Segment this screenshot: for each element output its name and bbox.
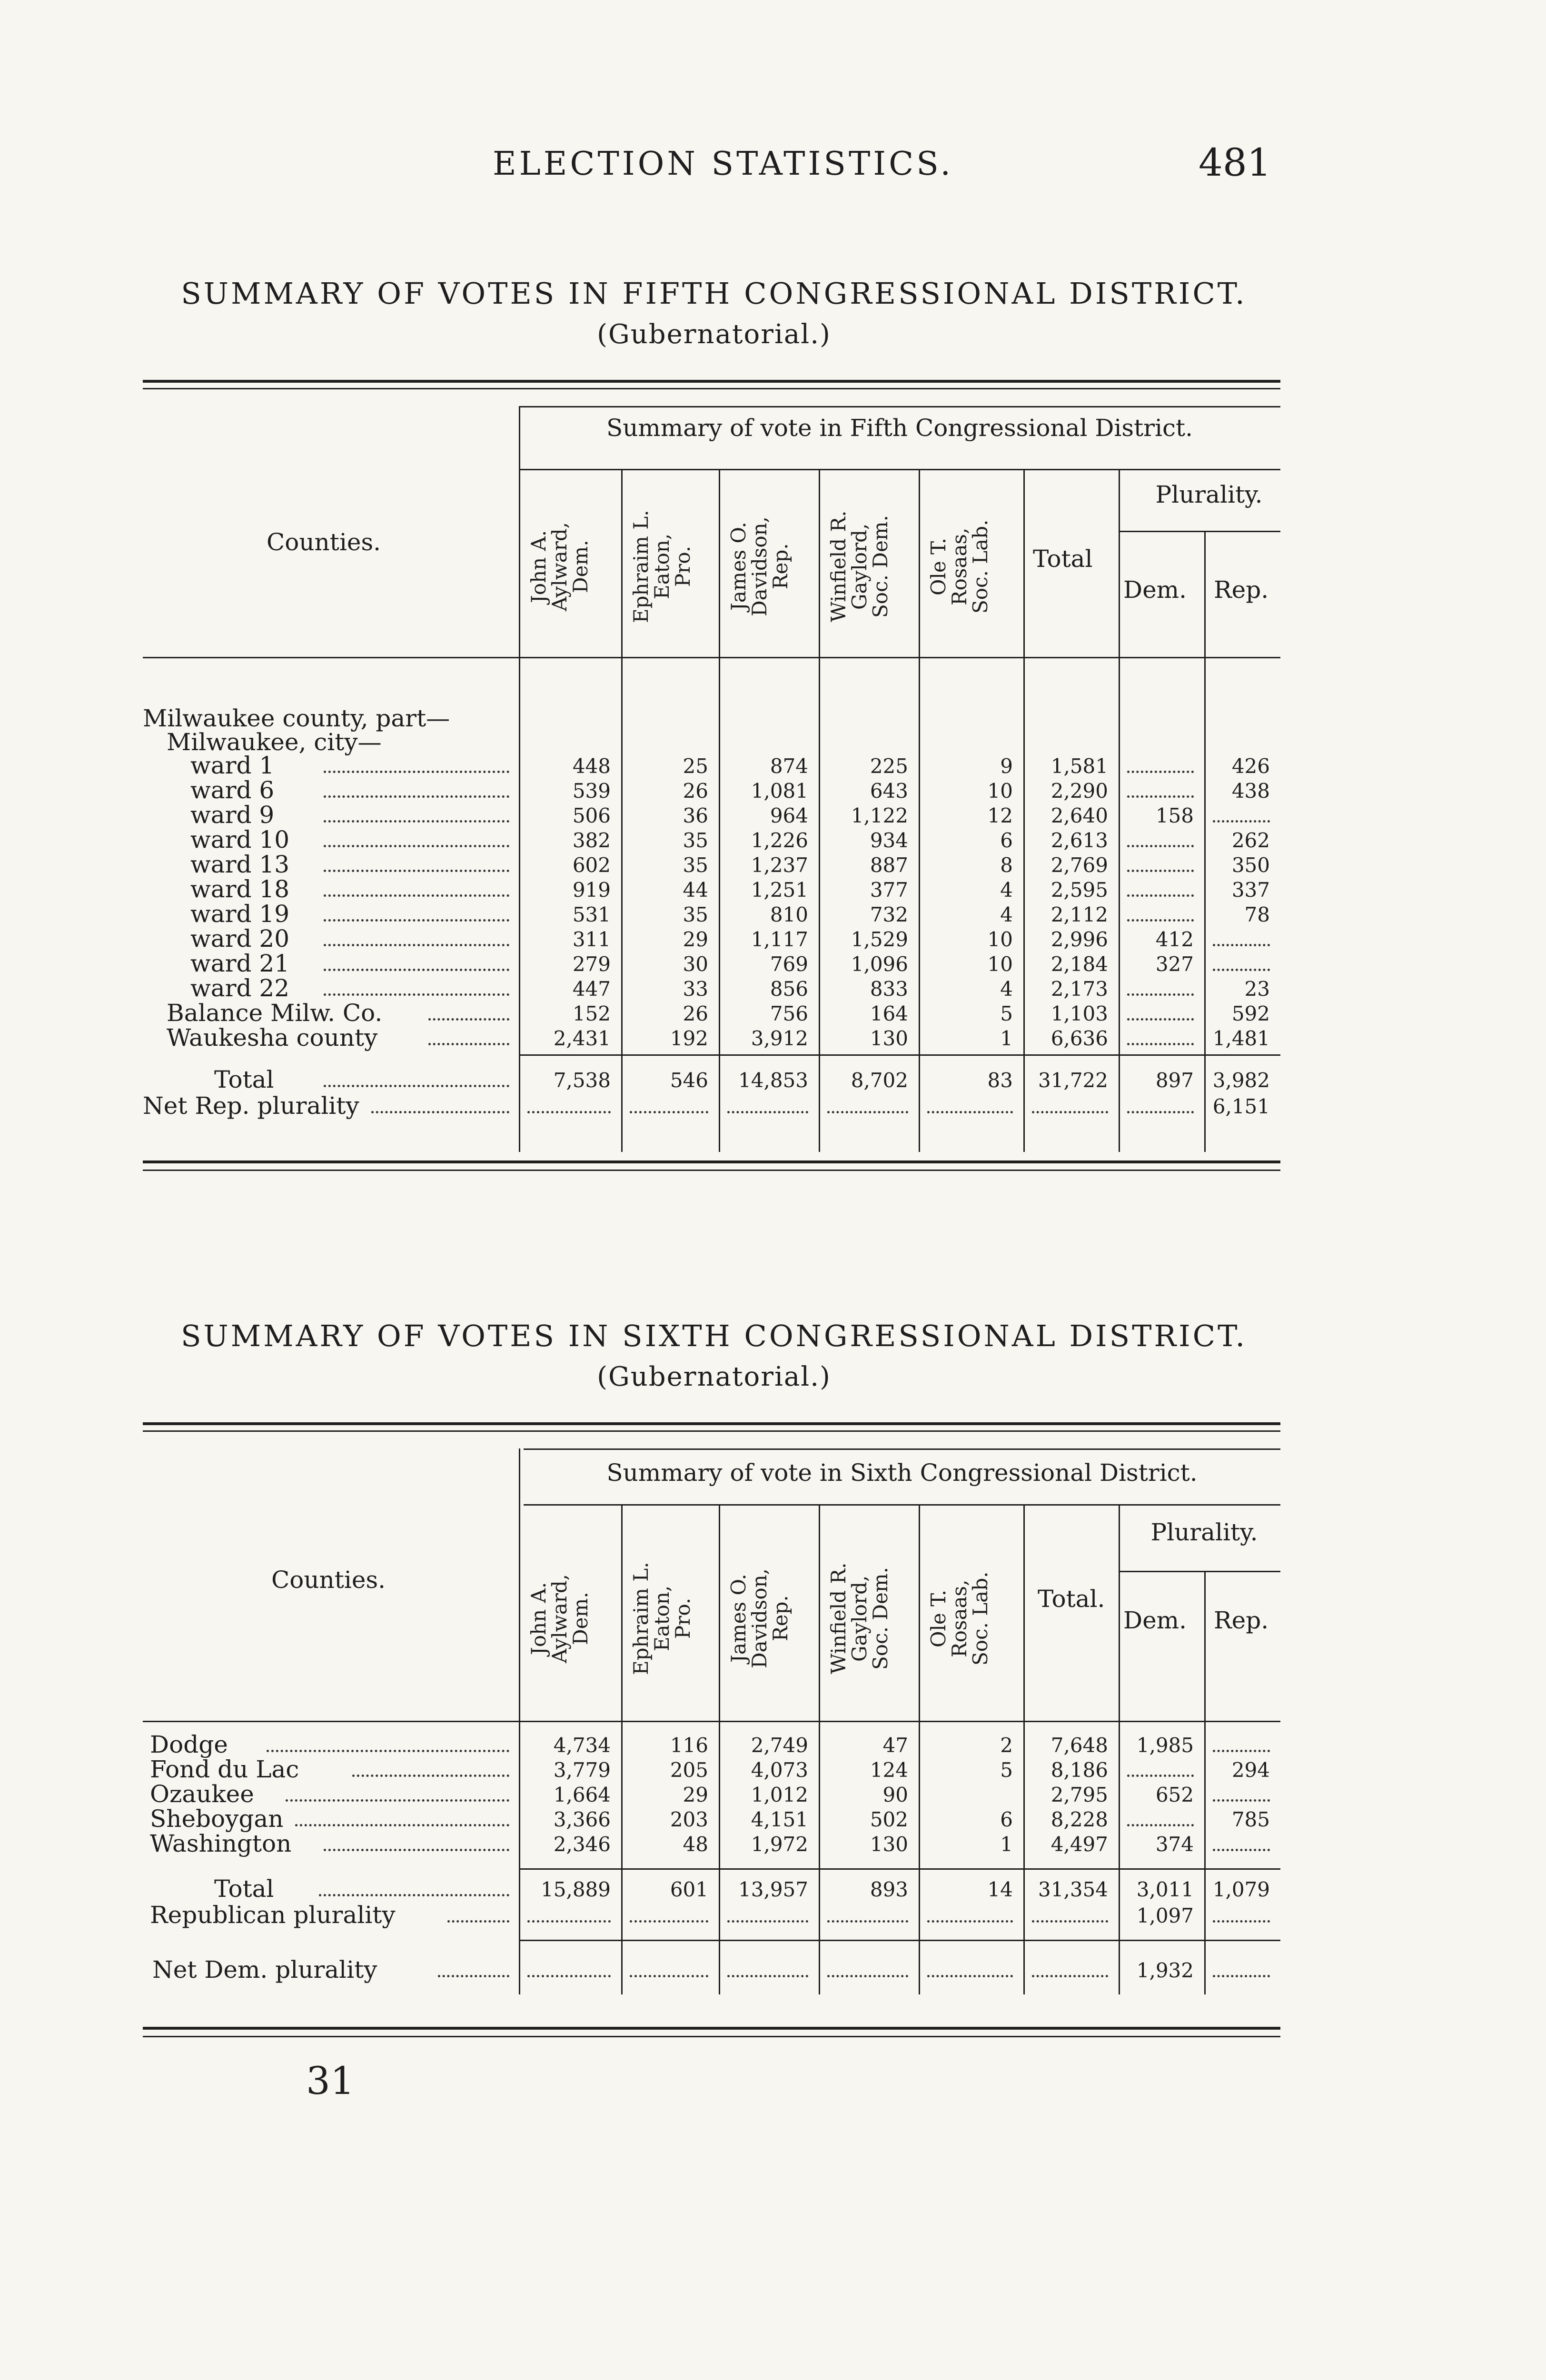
cell-value: 2,749 — [751, 1734, 808, 1757]
table-title: SUMMARY OF VOTES IN SIXTH CONGRESSIONAL DISTRICT. — [180, 1319, 1248, 1353]
leader-dots — [438, 1975, 509, 1977]
candidate-header: James O. Davidson, Rep. — [727, 516, 792, 616]
cell-value: 1,103 — [1050, 1002, 1108, 1025]
cell-value: 31,354 — [1038, 1878, 1108, 1901]
row-label: ward 19 — [190, 900, 290, 928]
empty-cell-dots — [1127, 993, 1194, 996]
rule — [519, 1868, 1280, 1870]
empty-cell-dots — [1127, 771, 1194, 773]
leader-dots — [352, 1775, 509, 1777]
counties-header: Counties. — [271, 1566, 386, 1594]
cell-value: 1,122 — [851, 804, 908, 827]
cell-value: 294 — [1231, 1758, 1270, 1782]
empty-cell-dots — [527, 1111, 611, 1113]
cell-value: 1,237 — [751, 853, 808, 877]
cell-value: 90 — [882, 1783, 908, 1806]
empty-cell-dots — [727, 1111, 808, 1113]
cell-value: 8,186 — [1050, 1758, 1108, 1782]
cell-value: 26 — [683, 1002, 708, 1025]
cell-value: 311 — [572, 928, 611, 951]
top-rule — [143, 380, 1280, 389]
candidate-header: John A. Aylward, Dem. — [527, 522, 592, 611]
rule — [1119, 531, 1280, 532]
cell-value: 9 — [1000, 754, 1013, 778]
bottom-rule — [143, 1160, 1280, 1171]
cell-value: 116 — [670, 1734, 708, 1757]
cell-value: 856 — [770, 977, 808, 1001]
empty-cell-dots — [1127, 795, 1194, 798]
cell-value: 769 — [770, 952, 808, 976]
cell-value: 887 — [870, 853, 908, 877]
cell-value: 1,226 — [751, 829, 808, 852]
row-label: ward 22 — [190, 974, 290, 1002]
leader-dots — [324, 969, 509, 971]
cell-value: 2,431 — [553, 1027, 611, 1050]
cell-value: 506 — [572, 804, 611, 827]
leader-dots — [267, 1750, 509, 1752]
cell-value: 531 — [572, 903, 611, 926]
table-title: SUMMARY OF VOTES IN FIFTH CONGRESSIONAL DISTRICT. — [181, 276, 1247, 311]
span-title: Summary of vote in Fifth Congressional District. — [606, 414, 1193, 442]
dem-header: Dem. — [1123, 576, 1187, 604]
cell-value: 897 — [1155, 1069, 1194, 1092]
empty-cell-dots — [1032, 1920, 1108, 1923]
rule — [519, 1940, 1280, 1941]
cell-value: 438 — [1231, 779, 1270, 803]
cell-value: 934 — [870, 829, 908, 852]
empty-cell-dots — [927, 1111, 1013, 1113]
cell-value: 448 — [572, 754, 611, 778]
cell-value: 10 — [987, 928, 1013, 951]
total-header: Total — [1033, 545, 1093, 573]
empty-cell-dots — [1127, 1824, 1194, 1826]
cell-value: 2,769 — [1050, 853, 1108, 877]
empty-cell-dots — [1127, 870, 1194, 872]
cell-value: 33 — [683, 977, 708, 1001]
empty-cell-dots — [630, 1920, 708, 1923]
empty-cell-dots — [527, 1975, 611, 1977]
candidate-header: Ole T. Rosaas, Soc. Lab. — [927, 519, 992, 614]
row-label: Total — [214, 1875, 274, 1903]
empty-cell-dots — [1127, 1775, 1194, 1777]
candidate-header: Ephraim L. Eaton, Pro. — [629, 1562, 694, 1675]
leader-dots — [324, 795, 509, 798]
cell-value: 1,664 — [553, 1783, 611, 1806]
row-label: Dodge — [150, 1731, 228, 1758]
leader-dots — [428, 1018, 509, 1021]
cell-value: 447 — [572, 977, 611, 1001]
cell-value: 1,079 — [1212, 1878, 1270, 1901]
cell-value: 2,184 — [1050, 952, 1108, 976]
leader-dots — [428, 1043, 509, 1045]
cell-value: 7,648 — [1050, 1734, 1108, 1757]
fifth-district-table — [143, 276, 1280, 1120]
empty-cell-dots — [927, 1920, 1013, 1923]
cell-value: 5 — [1000, 1002, 1013, 1025]
cell-value: 4,497 — [1050, 1833, 1108, 1856]
cell-value: 1,529 — [851, 928, 908, 951]
leader-dots — [324, 944, 509, 946]
running-head: ELECTION STATISTICS. — [493, 145, 953, 183]
folio: 31 — [306, 2059, 355, 2103]
cell-value: 2,112 — [1050, 903, 1108, 926]
counties-header: Counties. — [267, 528, 381, 556]
cell-value: 1,985 — [1136, 1734, 1194, 1757]
cell-value: 785 — [1231, 1808, 1270, 1831]
candidate-header: James O. Davidson, Rep. — [727, 1568, 792, 1668]
cell-value: 546 — [670, 1069, 708, 1092]
empty-cell-dots — [927, 1975, 1013, 1977]
group-label: Milwaukee county, part— — [143, 704, 450, 732]
row-label: Ozaukee — [150, 1780, 254, 1808]
candidate-header: Ephraim L. Eaton, Pro. — [629, 510, 694, 623]
leader-dots — [319, 1894, 509, 1896]
rule — [143, 1721, 1280, 1722]
cell-value: 2,346 — [553, 1833, 611, 1856]
cell-value: 1,012 — [751, 1783, 808, 1806]
page-number: 481 — [1199, 140, 1271, 185]
rule — [1119, 1571, 1280, 1572]
cell-value: 6,151 — [1212, 1095, 1270, 1118]
cell-value: 29 — [683, 928, 708, 951]
empty-cell-dots — [1213, 1920, 1270, 1923]
cell-value: 350 — [1231, 853, 1270, 877]
cell-value: 833 — [870, 977, 908, 1001]
cell-value: 2,173 — [1050, 977, 1108, 1001]
row-label: Republican plurality — [150, 1901, 396, 1929]
cell-value: 4 — [1000, 977, 1013, 1001]
rule — [524, 1504, 1280, 1506]
total-header: Total. — [1038, 1585, 1105, 1613]
cell-value: 1,932 — [1136, 1959, 1194, 1982]
cell-value: 4,073 — [751, 1758, 808, 1782]
cell-value: 7,538 — [553, 1069, 611, 1092]
cell-value: 919 — [572, 878, 611, 902]
rep-header: Rep. — [1214, 1606, 1269, 1634]
span-title: Summary of vote in Sixth Congressional District. — [606, 1459, 1198, 1487]
cell-value: 2,595 — [1050, 878, 1108, 902]
leader-dots — [324, 870, 509, 872]
empty-cell-dots — [1127, 894, 1194, 897]
cell-value: 2,795 — [1050, 1783, 1108, 1806]
empty-cell-dots — [1213, 944, 1270, 946]
leader-dots — [324, 919, 509, 922]
row-label: ward 21 — [190, 950, 290, 977]
cell-value: 732 — [870, 903, 908, 926]
row-label: Fond du Lac — [150, 1755, 299, 1783]
leader-dots — [324, 771, 509, 773]
cell-value: 8 — [1000, 853, 1013, 877]
empty-cell-dots — [1032, 1111, 1108, 1113]
sixth-district-table — [143, 1319, 1280, 2033]
leader-dots — [324, 993, 509, 996]
cell-value: 874 — [770, 754, 808, 778]
cell-value: 337 — [1231, 878, 1270, 902]
cell-value: 1 — [1000, 1027, 1013, 1050]
cell-value: 4 — [1000, 878, 1013, 902]
cell-value: 6 — [1000, 1808, 1013, 1831]
cell-value: 23 — [1244, 977, 1270, 1001]
plurality-header: Plurality. — [1155, 481, 1263, 508]
cell-value: 5 — [1000, 1758, 1013, 1782]
cell-value: 964 — [770, 804, 808, 827]
cell-value: 1,096 — [851, 952, 908, 976]
cell-value: 152 — [572, 1002, 611, 1025]
row-label: Sheboygan — [150, 1805, 284, 1833]
empty-cell-dots — [1127, 1111, 1194, 1113]
cell-value: 10 — [987, 779, 1013, 803]
rep-header: Rep. — [1214, 576, 1269, 604]
cell-value: 203 — [670, 1808, 708, 1831]
cell-value: 29 — [683, 1783, 708, 1806]
leader-dots — [324, 820, 509, 823]
row-label: Net Dem. plurality — [152, 1956, 377, 1983]
empty-cell-dots — [630, 1111, 708, 1113]
row-label: ward 6 — [190, 776, 275, 804]
cell-value: 48 — [683, 1833, 708, 1856]
cell-value: 44 — [683, 878, 708, 902]
empty-cell-dots — [527, 1920, 611, 1923]
cell-value: 36 — [683, 804, 708, 827]
empty-cell-dots — [1213, 1750, 1270, 1752]
cell-value: 1,481 — [1212, 1027, 1270, 1050]
empty-cell-dots — [727, 1975, 808, 1977]
empty-cell-dots — [1213, 1849, 1270, 1851]
cell-value: 3,912 — [751, 1027, 808, 1050]
row-label: ward 10 — [190, 826, 290, 853]
empty-cell-dots — [1213, 820, 1270, 823]
cell-value: 377 — [870, 878, 908, 902]
cell-value: 130 — [870, 1027, 908, 1050]
empty-cell-dots — [827, 1111, 908, 1113]
cell-value: 3,366 — [553, 1808, 611, 1831]
cell-value: 4,734 — [553, 1734, 611, 1757]
leader-dots — [324, 845, 509, 847]
row-label: ward 20 — [190, 925, 290, 952]
cell-value: 3,011 — [1136, 1878, 1194, 1901]
empty-cell-dots — [1127, 919, 1194, 922]
cell-value: 539 — [572, 779, 611, 803]
empty-cell-dots — [1213, 969, 1270, 971]
cell-value: 1,081 — [751, 779, 808, 803]
cell-value: 2,640 — [1050, 804, 1108, 827]
cell-value: 205 — [670, 1758, 708, 1782]
cell-value: 756 — [770, 1002, 808, 1025]
cell-value: 26 — [683, 779, 708, 803]
cell-value: 35 — [683, 903, 708, 926]
row-label: Waukesha county — [167, 1024, 378, 1051]
cell-value: 1,097 — [1136, 1904, 1194, 1927]
cell-value: 643 — [870, 779, 908, 803]
cell-value: 592 — [1231, 1002, 1270, 1025]
cell-value: 8,228 — [1050, 1808, 1108, 1831]
cell-value: 602 — [572, 853, 611, 877]
empty-cell-dots — [1213, 1975, 1270, 1977]
empty-cell-dots — [630, 1975, 708, 1977]
cell-value: 502 — [870, 1808, 908, 1831]
leader-dots — [286, 1799, 509, 1802]
candidate-header: Ole T. Rosaas, Soc. Lab. — [927, 1571, 992, 1666]
cell-value: 1 — [1000, 1833, 1013, 1856]
cell-value: 192 — [670, 1027, 708, 1050]
cell-value: 327 — [1155, 952, 1194, 976]
cell-value: 6,636 — [1050, 1027, 1108, 1050]
cell-value: 25 — [683, 754, 708, 778]
empty-cell-dots — [1213, 1799, 1270, 1802]
cell-value: 652 — [1155, 1783, 1194, 1806]
cell-value: 426 — [1231, 754, 1270, 778]
cell-value: 12 — [987, 804, 1013, 827]
row-label: ward 1 — [190, 752, 275, 779]
cell-value: 262 — [1231, 829, 1270, 852]
table-subtitle: (Gubernatorial.) — [597, 1361, 831, 1392]
cell-value: 130 — [870, 1833, 908, 1856]
cell-value: 1,972 — [751, 1833, 808, 1856]
empty-cell-dots — [1127, 1043, 1194, 1045]
row-label: ward 13 — [190, 851, 290, 878]
cell-value: 30 — [683, 952, 708, 976]
cell-value: 14,853 — [738, 1069, 808, 1092]
cell-value: 3,779 — [553, 1758, 611, 1782]
cell-value: 2,290 — [1050, 779, 1108, 803]
cell-value: 2 — [1000, 1734, 1013, 1757]
cell-value: 1,117 — [751, 928, 808, 951]
cell-value: 601 — [670, 1878, 708, 1901]
cell-value: 13,957 — [738, 1878, 808, 1901]
leader-dots — [324, 1849, 509, 1851]
cell-value: 15,889 — [541, 1878, 611, 1901]
cell-value: 14 — [987, 1878, 1013, 1901]
empty-cell-dots — [1127, 1018, 1194, 1021]
cell-value: 2,996 — [1050, 928, 1108, 951]
rule — [524, 1448, 1280, 1450]
candidate-header: John A. Aylward, Dem. — [527, 1574, 592, 1663]
rule — [519, 406, 1280, 407]
cell-value: 4,151 — [751, 1808, 808, 1831]
bottom-rule — [143, 2027, 1280, 2037]
leader-dots — [447, 1920, 509, 1923]
cell-value: 10 — [987, 952, 1013, 976]
cell-value: 2,613 — [1050, 829, 1108, 852]
row-label: ward 9 — [190, 801, 275, 829]
cell-value: 3,982 — [1212, 1069, 1270, 1092]
cell-value: 279 — [572, 952, 611, 976]
row-label: Net Rep. plurality — [143, 1092, 359, 1120]
empty-cell-dots — [827, 1920, 908, 1923]
cell-value: 35 — [683, 853, 708, 877]
empty-cell-dots — [1032, 1975, 1108, 1977]
top-rule — [143, 1422, 1280, 1432]
cell-value: 35 — [683, 829, 708, 852]
row-label: Total — [214, 1066, 274, 1093]
row-label: Washington — [150, 1830, 292, 1857]
dem-header: Dem. — [1123, 1606, 1187, 1634]
cell-value: 47 — [882, 1734, 908, 1757]
cell-value: 225 — [870, 754, 908, 778]
cell-value: 374 — [1155, 1833, 1194, 1856]
candidate-header: Winfield R. Gaylord, Soc. Dem. — [827, 510, 892, 623]
rule — [143, 657, 1280, 658]
cell-value: 412 — [1155, 928, 1194, 951]
cell-value: 1,251 — [751, 878, 808, 902]
cell-value: 124 — [870, 1758, 908, 1782]
cell-value: 810 — [770, 903, 808, 926]
cell-value: 6 — [1000, 829, 1013, 852]
leader-dots — [324, 1085, 509, 1087]
leader-dots — [371, 1111, 509, 1113]
cell-value: 4 — [1000, 903, 1013, 926]
cell-value: 8,702 — [851, 1069, 908, 1092]
plurality-header: Plurality. — [1150, 1518, 1258, 1546]
column-rule — [1204, 1571, 1206, 1994]
cell-value: 1,581 — [1050, 754, 1108, 778]
cell-value: 893 — [870, 1878, 908, 1901]
cell-value: 83 — [987, 1069, 1013, 1092]
leader-dots — [295, 1824, 509, 1826]
cell-value: 31,722 — [1038, 1069, 1108, 1092]
cell-value: 382 — [572, 829, 611, 852]
cell-value: 78 — [1244, 903, 1270, 926]
column-rule — [519, 1448, 520, 1994]
group-label: Milwaukee, city— — [167, 728, 382, 756]
rule — [519, 1054, 1280, 1056]
leader-dots — [324, 894, 509, 897]
empty-cell-dots — [1127, 845, 1194, 847]
empty-cell-dots — [727, 1920, 808, 1923]
cell-value: 164 — [870, 1002, 908, 1025]
row-label: ward 18 — [190, 875, 290, 903]
cell-value: 158 — [1155, 804, 1194, 827]
candidate-header: Winfield R. Gaylord, Soc. Dem. — [827, 1562, 892, 1675]
table-subtitle: (Gubernatorial.) — [597, 319, 831, 350]
empty-cell-dots — [827, 1975, 908, 1977]
rule — [519, 469, 1280, 470]
row-label: Balance Milw. Co. — [167, 999, 383, 1027]
